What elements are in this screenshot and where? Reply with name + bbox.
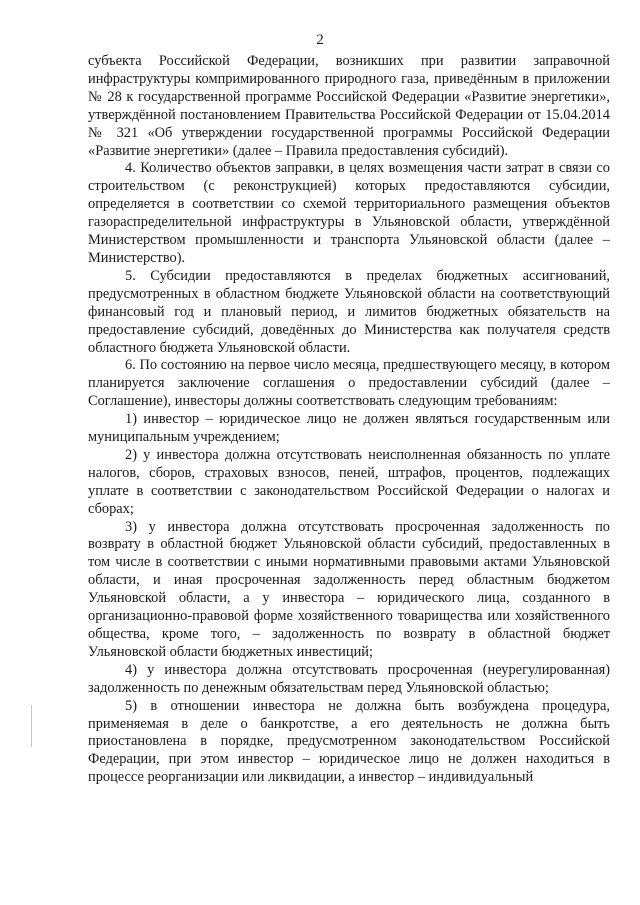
requirement-2: 2) у инвестора должна отсутствовать неисполненная обязанность по уплате налогов, сборов, страховых взносов, пеней, штрафов, процентов, подлежащих уплате в соответствии с законодательством Российской Федерации о налогах и сборах; <box>88 446 610 517</box>
paragraph-continuation: субъекта Российской Федерации, возникших при развитии заправочной инфраструктуры компримированного природного газа, приведённым в приложении № 28 к государственной программе Российской Федерации «Развитие энергетики», утверждённой постановлением Правительства Российской Федерации от 15.04.2014 № 321 «Об утверждении государственной программы Российской Федерации «Развитие энергетики» (далее – Правила предоставления субсидий). <box>88 53 610 159</box>
requirement-5: 5) в отношении инвестора не должна быть возбуждена процедура, применяемая в деле о банкротстве, а его деятельность не должна быть приостановлена в порядке, предусмотренном законодательством Российской Федерации, при этом инвестор – юридическое лицо не должен находиться в процессе реорганизации или ликвидации, а инвестор – индивидуальный <box>88 697 610 786</box>
page-number: 2 <box>316 32 324 48</box>
paragraph-item-4: 4. Количество объектов заправки, в целях возмещения части затрат в связи со строительством (с реконструкцией) которых предоставляются субсидии, определяется в соответствии со схемой территориального размещения объектов газораспределительной инфраструктуры в Ульяновской области, утверждённой Министерством промышленности и транспорта Ульяновской области (далее – Министерство). <box>88 160 610 266</box>
requirement-4: 4) у инвестора должна отсутствовать просроченная (неурегулированная) задолженность по денежным обязательствам перед Ульяновской областью; <box>88 661 610 696</box>
scan-edge-mark <box>31 705 32 747</box>
requirement-3: 3) у инвестора должна отсутствовать просроченная задолженность по возврату в областной бюджет Ульяновской области субсидий, предоставленных в том числе в соответствии с иными нормативными правовыми актами Ульяновской области, и иная просроченная задолженность перед областным бюджетом Ульяновской области, а у инвестора – юридического лица, созданного в организационно-правовой форме хозяйственного товарищества или хозяйственного общества, кроме того, – задолженность по возврату в областной бюджет Ульяновской области бюджетных инвестиций; <box>88 518 610 660</box>
document-body <box>88 53 610 787</box>
paragraph-item-5: 5. Субсидии предоставляются в пределах бюджетных ассигнований, предусмотренных в областном бюджете Ульяновской области на соответствующий финансовый год и плановый период, и лимитов бюджетных обязательств на предоставление субсидий, доведённых до Министерства как получателя средств областного бюджета Ульяновской области. <box>88 267 610 356</box>
requirement-1: 1) инвестор – юридическое лицо не должен являться государственным или муниципальным учреждением; <box>88 411 610 446</box>
paragraph-item-6: 6. По состоянию на первое число месяца, предшествующего месяцу, в котором планируется заключение соглашения о предоставлении субсидий (далее – Соглашение), инвесторы должны соответствовать следующим требованиям: <box>88 357 610 410</box>
